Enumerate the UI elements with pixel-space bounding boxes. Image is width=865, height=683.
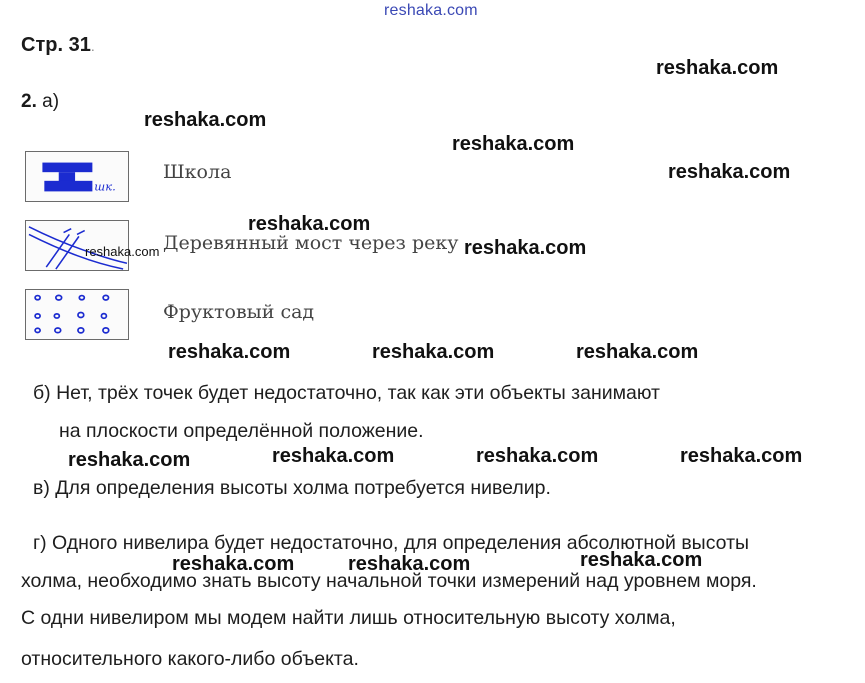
answer-v: в) Для определения высоты холма потребуется нивелир. — [33, 477, 551, 499]
watermark: reshaka.com — [452, 133, 575, 155]
watermark: reshaka.com — [476, 445, 599, 467]
orchard-label: Фруктовый сад — [163, 301, 315, 323]
watermark: reshaka.com — [172, 553, 295, 575]
watermark: reshaka.com — [272, 445, 395, 467]
task-heading — [21, 91, 59, 113]
answer-b-line1: б) Нет, трёх точек будет недостаточно, так как эти объекты занимают — [33, 382, 660, 404]
page-title — [21, 34, 95, 57]
school-label: Школа — [163, 161, 232, 183]
watermark: reshaka.com — [576, 341, 699, 363]
answer-g-line4: относительного какого-либо объекта. — [21, 648, 359, 670]
answer-g-line2: холма, необходимо знать высоту начальной точки измерений над уровнем моря. — [21, 570, 757, 592]
watermark: reshaka.com — [248, 213, 371, 235]
school-sign-text: шк. — [94, 179, 116, 194]
watermark: reshaka.com — [680, 445, 803, 467]
task-number: 2. — [21, 91, 37, 112]
answer-g-line3: С одни нивелиром мы модем найти лишь относительную высоту холма, — [21, 607, 676, 629]
orchard-sign-icon — [25, 289, 129, 340]
page-title-dot: . — [90, 38, 95, 54]
watermark: reshaka.com — [464, 237, 587, 259]
bridge-label: Деревянный мост через реку — [163, 232, 459, 254]
watermark-small: reshaka.com — [85, 244, 160, 259]
watermark: reshaka.com — [144, 109, 267, 131]
orchard-symbol-svg — [26, 290, 128, 339]
school-sign-icon — [25, 151, 129, 202]
school-symbol-svg — [26, 152, 128, 201]
watermark: reshaka.com — [68, 449, 191, 471]
task-part: а) — [42, 91, 60, 112]
watermark: reshaka.com — [656, 57, 779, 79]
top-watermark: reshaka.com — [384, 2, 478, 19]
page-title-text: Стр. 31 — [21, 34, 91, 56]
watermark: reshaka.com — [668, 161, 791, 183]
watermark: reshaka.com — [580, 549, 703, 571]
watermark: reshaka.com — [372, 341, 495, 363]
watermark: reshaka.com — [168, 341, 291, 363]
answer-g-line1: г) Одного нивелира будет недостаточно, для определения абсолютной высоты — [33, 532, 750, 554]
watermark: reshaka.com — [348, 553, 471, 575]
answer-b-line2: на плоскости определённой положение. — [59, 420, 424, 442]
